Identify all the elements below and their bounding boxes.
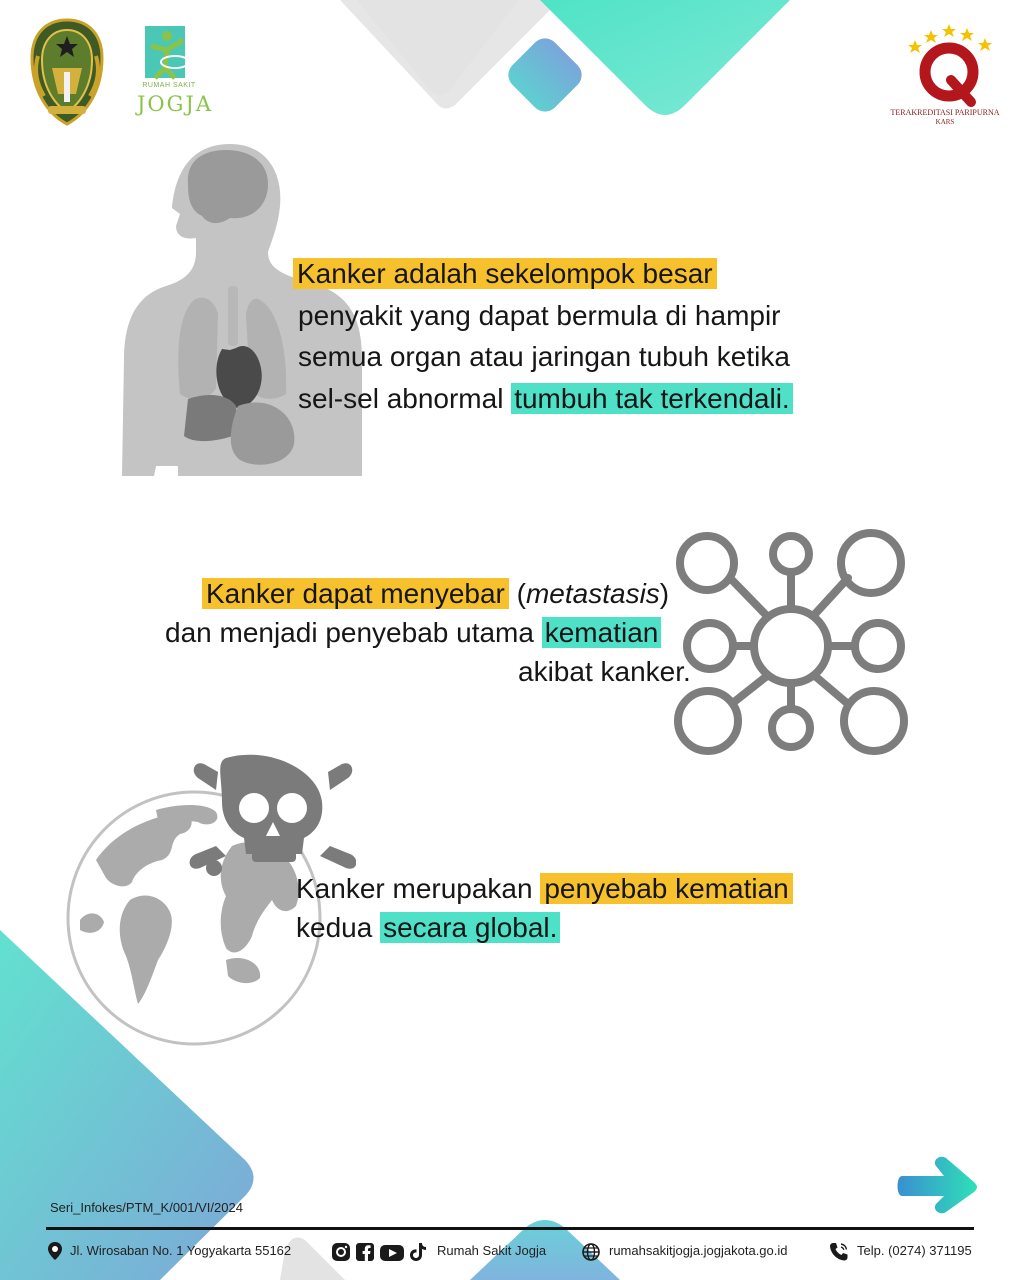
facebook-icon[interactable] bbox=[356, 1243, 374, 1261]
block2-line2-text: dan menjadi penyebab utama bbox=[165, 617, 542, 648]
hospital-logo-subtitle: RUMAH SAKIT bbox=[142, 82, 196, 89]
footer-website[interactable]: rumahsakitjogja.jogjakota.go.id bbox=[609, 1243, 788, 1258]
block2-highlight-yellow: Kanker dapat menyebar bbox=[202, 578, 509, 609]
phone-icon bbox=[829, 1242, 849, 1262]
block2-highlight-teal: kematian bbox=[542, 617, 662, 648]
block2-metastasis: metastasis bbox=[525, 578, 660, 609]
block3-line2 bbox=[296, 910, 560, 946]
hospital-logo-title: JOGJA bbox=[137, 92, 213, 116]
next-arrow-icon[interactable] bbox=[894, 1154, 980, 1214]
block1-highlight-teal: tumbuh tak terkendali. bbox=[511, 383, 793, 414]
location-pin-icon bbox=[48, 1242, 62, 1260]
city-emblem-logo bbox=[28, 16, 106, 128]
block2-line1 bbox=[202, 576, 669, 612]
accreditation-body: KARS bbox=[935, 118, 955, 126]
block1-highlight-yellow: Kanker adalah sekelompok besar bbox=[293, 258, 717, 289]
youtube-icon[interactable] bbox=[380, 1245, 404, 1261]
block3-highlight-yellow: penyebab kematian bbox=[540, 873, 792, 904]
block2-line2 bbox=[165, 615, 661, 651]
block1-line3: semua organ atau jaringan tubuh ketika bbox=[298, 341, 790, 372]
kars-accreditation-logo bbox=[905, 20, 997, 108]
footer-divider bbox=[46, 1227, 974, 1230]
footer-social-handle: Rumah Sakit Jogja bbox=[437, 1243, 547, 1258]
instagram-icon[interactable] bbox=[332, 1243, 350, 1261]
footer-phone: Telp. (0274) 371195 bbox=[857, 1243, 972, 1258]
globe-web-icon bbox=[582, 1243, 600, 1261]
block3-line1-text: Kanker merupakan bbox=[296, 873, 541, 904]
series-code: Seri_Infokes/PTM_K/001/VI/2024 bbox=[50, 1200, 243, 1215]
block1-line1 bbox=[293, 256, 717, 292]
block1-line4-text: sel-sel abnormal bbox=[298, 383, 512, 414]
block2-paren-close: ) bbox=[659, 578, 670, 609]
block1-line4 bbox=[298, 381, 793, 417]
block2-line3: akibat kanker. bbox=[518, 656, 691, 687]
block1-line2: penyakit yang dapat bermula di hampir bbox=[298, 300, 781, 331]
hospital-logo-icon bbox=[145, 26, 193, 82]
block2-paren-open: ( bbox=[508, 578, 526, 609]
block3-line1 bbox=[296, 871, 793, 907]
accreditation-text: TERAKREDITASI PARIPURNA bbox=[890, 108, 1000, 117]
block3-highlight-teal: secara global. bbox=[380, 912, 560, 943]
tiktok-icon[interactable] bbox=[410, 1243, 426, 1261]
network-spread-icon bbox=[672, 528, 912, 764]
footer-address: Jl. Wirosaban No. 1 Yogyakarta 55162 bbox=[70, 1243, 292, 1258]
block3-line2-text: kedua bbox=[296, 912, 381, 943]
